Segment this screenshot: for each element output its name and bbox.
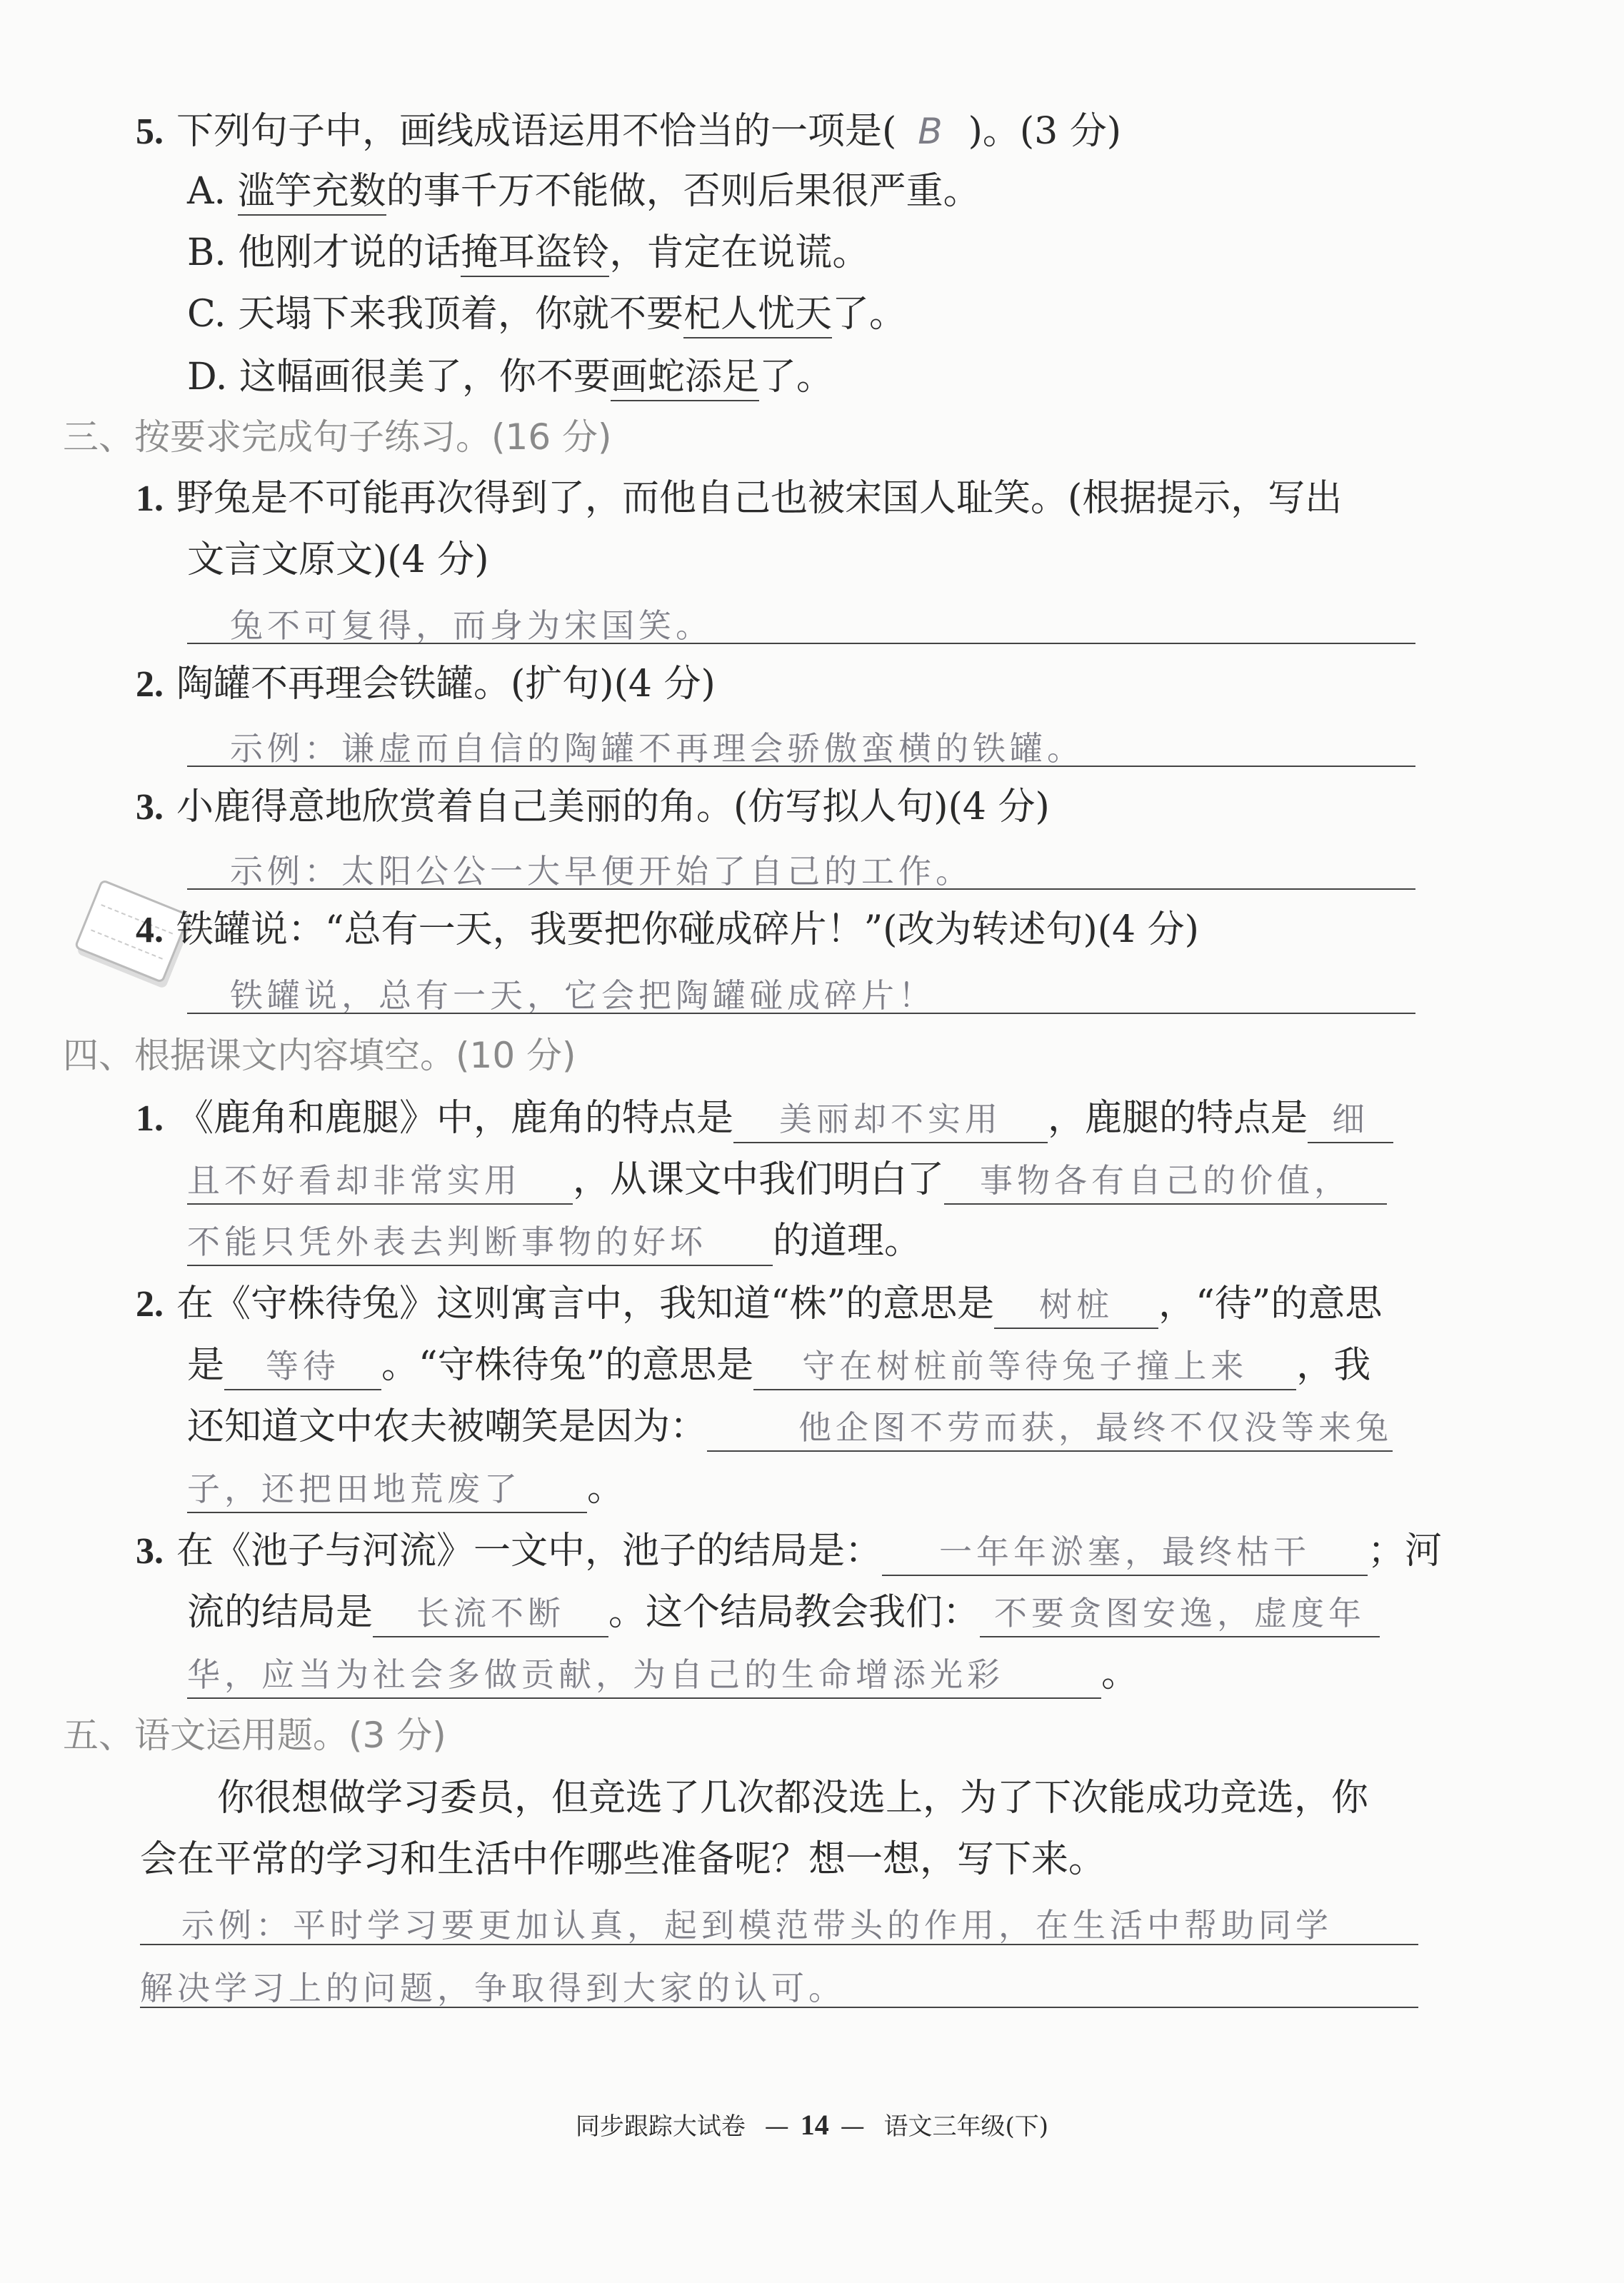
answer-line [187,888,1415,890]
s5-answer-line2: 解决学习上的问题，争取得到大家的认可。 [140,1969,846,2007]
s4-q2-line2: 是 等待 。“守株待兔”的意思是 守在树桩前等待兔子撞上来 ，我 [187,1343,1370,1390]
s4-q2-line4: 子，还把田地荒废了 。 [187,1465,624,1513]
s3-q3-stem: 3. 小鹿得意地欣赏着自己美丽的角。(仿写拟人句)(4 分) [136,786,1050,828]
section-3-heading: 三、按要求完成句子练习。(16 分) [63,416,612,458]
fill-blank: 一年年淤塞，最终枯干 [882,1529,1368,1576]
fill-blank: 美丽却不实用 [733,1096,1048,1143]
answer-line [140,2007,1418,2008]
fill-blank: 华，应当为社会多做贡献，为自己的生命增添光彩 [187,1652,1101,1699]
q5-option-c: C. 天塌下来我顶着，你就不要杞人忧天了。 [187,291,906,337]
fill-blank: 不能只凭外表去判断事物的好坏 [187,1219,773,1266]
footer-book-title: 同步跟踪大试卷 [575,2112,746,2141]
q5-stem: 5. 下列句子中，画线成语运用不恰当的一项是( B )。(3 分) [136,110,1122,153]
s3-q4-stem: 4. 铁罐说：“总有一天，我要把你碰成碎片！”(改为转述句)(4 分) [136,908,1199,951]
s3-q1-line2: 文言文原文)(4 分) [187,538,489,581]
s4-q1-line1: 1. 《鹿角和鹿腿》中，鹿角的特点是 美丽却不实用 ，鹿腿的特点是 细 [136,1095,1393,1143]
answer-line [187,766,1415,767]
page-number: 14 [800,2109,829,2141]
fill-blank: 他企图不劳而获，最终不仅没等来兔 [707,1405,1393,1452]
s4-q3-line1: 3. 在《池子与河流》一文中，池子的结局是： 一年年淤塞，最终枯干 ；河 [136,1528,1442,1576]
answer-line [187,1013,1415,1014]
s4-q1-line3: 不能只凭外表去判断事物的好坏 的道理。 [187,1218,921,1266]
fill-blank: 细 [1308,1096,1393,1143]
section-5-heading: 五、语文运用题。(3 分) [63,1715,446,1756]
footer-subject: 语文三年级(下) [883,2112,1049,2141]
fill-blank: 事物各有自己的价值， [944,1158,1387,1205]
s3-q2-stem: 2. 陶罐不再理会铁罐。(扩句)(4 分) [136,663,716,706]
q5-option-b: B. 他刚才说的话掩耳盗铃，肯定在说谎。 [187,230,869,276]
fill-blank: 且不好看却非常实用 [187,1158,573,1205]
fill-blank: 长流不断 [373,1590,608,1637]
underlined-idiom: 画蛇添足 [611,356,759,401]
s5-answer-line1: 示例：平时学习要更加认真，起到模范带头的作用，在生活中帮助同学 [181,1906,1333,1945]
s5-prompt-line1: 你很想做学习委员，但竞选了几次都没选上，为了下次能成功竞选，你 [217,1777,1369,1820]
s4-q2-line1: 2. 在《守株待兔》这则寓言中，我知道“株”的意思是 树桩 ，“待”的意思 [136,1281,1382,1329]
s4-q3-line2: 流的结局是 长流不断 。这个结局教会我们： 不要贪图安逸，虚度年 [187,1590,1380,1637]
q5-option-d: D. 这幅画很美了，你不要画蛇添足了。 [187,354,833,400]
fill-blank: 不要贪图安逸，虚度年 [980,1590,1380,1637]
section-4-heading: 四、根据课文内容填空。(10 分) [63,1035,576,1076]
underlined-idiom: 滥竽充数 [238,170,386,216]
fill-blank: 子，还把田地荒废了 [187,1466,587,1513]
s3-q1-line1: 1. 野兔是不可能再次得到了，而他自己也被宋国人耻笑。(根据提示，写出 [136,477,1343,520]
s4-q2-line3: 还知道文中农夫被嘲笑是因为： 他企图不劳而获，最终不仅没等来兔 [187,1404,1393,1452]
answer-line [187,643,1415,644]
underlined-idiom: 掩耳盗铃 [461,231,609,277]
q5-answer: B [918,111,947,152]
s5-prompt-line2: 会在平常的学习和生活中作哪些准备呢？想一想，写下来。 [140,1838,1106,1881]
s3-q4-answer: 铁罐说，总有一天，它会把陶罐碰成碎片！ [230,976,936,1015]
fill-blank: 守在树桩前等待兔子撞上来 [753,1343,1296,1390]
s4-q3-line3: 华，应当为社会多做贡献，为自己的生命增添光彩 。 [187,1651,1138,1699]
fill-blank: 等待 [224,1343,381,1390]
s3-q1-answer: 兔不可复得，而身为宋国笑。 [230,606,713,645]
underlined-idiom: 杞人忧天 [683,293,832,338]
fill-blank: 树桩 [994,1282,1158,1329]
s3-q3-answer: 示例：太阳公公一大早便开始了自己的工作。 [230,852,973,890]
s3-q2-answer: 示例：谦虚而自信的陶罐不再理会骄傲蛮横的铁罐。 [230,729,1084,768]
s4-q1-line2: 且不好看却非常实用 ，从课文中我们明白了 事物各有自己的价值， [187,1157,1387,1205]
q5-option-a: A. 滥竽充数的事千万不能做，否则后果很严重。 [187,169,981,214]
answer-line [140,1944,1418,1945]
page-footer: 同步跟踪大试卷 — 14 — 语文三年级(下) [575,2109,1049,2141]
